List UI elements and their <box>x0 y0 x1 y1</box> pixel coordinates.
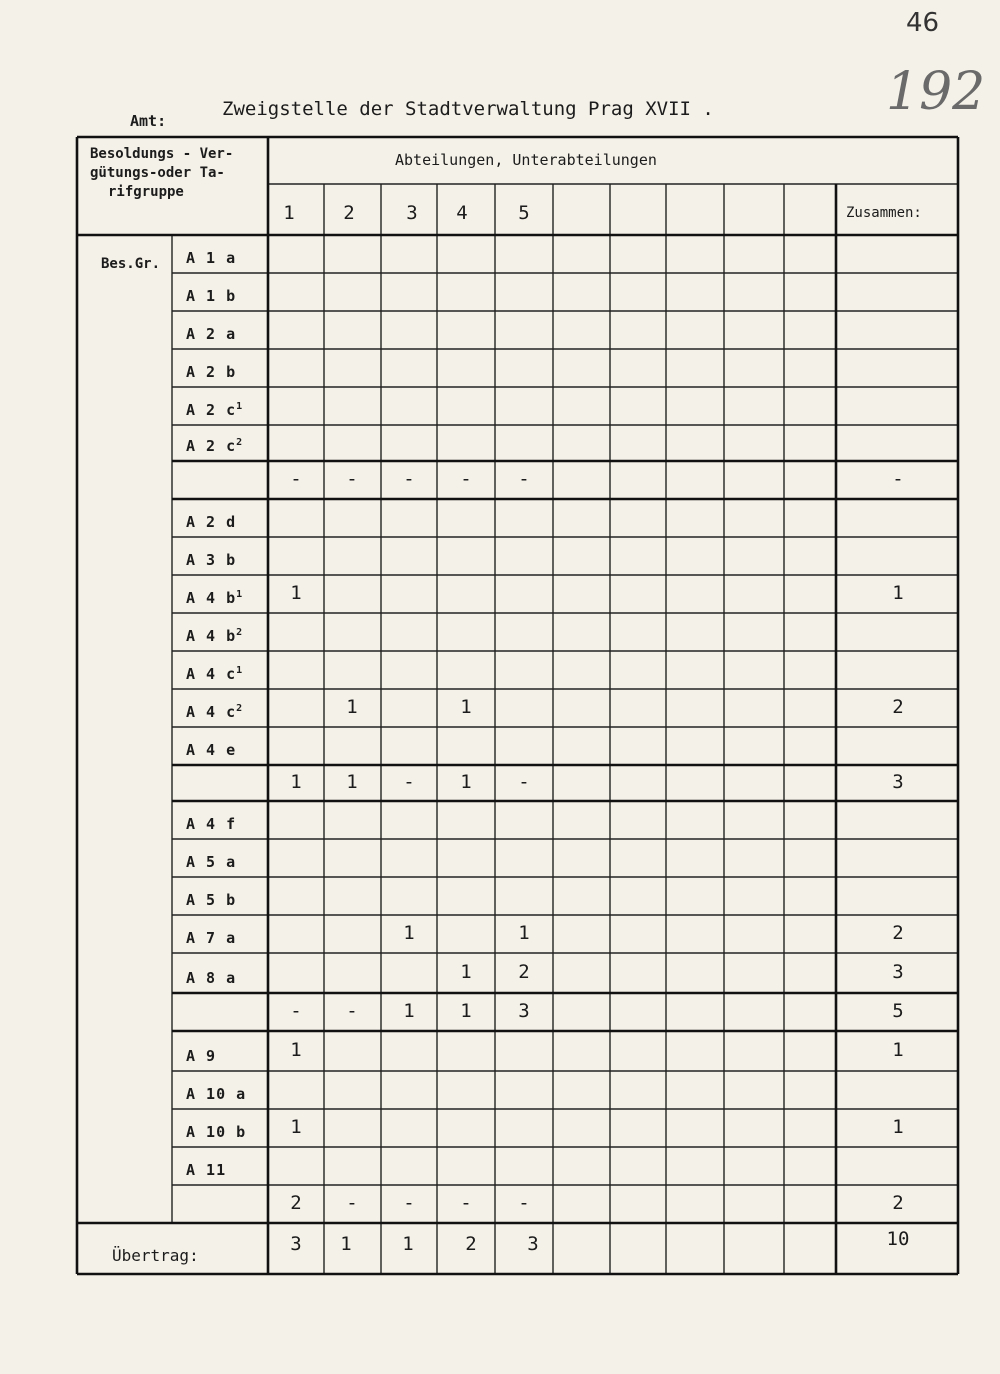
table-cell: 1 <box>460 771 472 793</box>
table-cell: 1 <box>403 922 415 944</box>
table-cell: 1 <box>518 922 530 944</box>
row-label-text: A 4 c <box>186 703 237 721</box>
table-cell: 1 <box>290 582 302 604</box>
table-cell: - <box>290 468 302 490</box>
table-cell: 1 <box>460 696 472 718</box>
row-label-superscript: 1 <box>236 589 244 600</box>
row-label-text: A 2 c <box>186 437 237 455</box>
row-label-text: A 5 a <box>186 853 237 871</box>
table-cell: - <box>518 468 530 490</box>
row-label-text: A 9 <box>186 1047 217 1065</box>
row-label <box>186 703 243 721</box>
table-cell: - <box>460 1192 472 1214</box>
table-cell: - <box>346 1000 358 1022</box>
table-cell: - <box>460 468 472 490</box>
row-label <box>186 741 236 759</box>
row-total: 3 <box>892 961 904 983</box>
row-label <box>186 1085 246 1103</box>
column-number: 3 <box>406 202 418 224</box>
row-label <box>186 1123 246 1141</box>
group-header-line: Besoldungs - Ver- <box>90 146 234 162</box>
row-label-text: A 7 a <box>186 929 237 947</box>
row-label-superscript: 1 <box>236 665 244 676</box>
row-total: 1 <box>892 1116 904 1138</box>
row-label-text: A 4 b <box>186 589 237 607</box>
total-column-header: Zusammen: <box>846 205 922 221</box>
column-number: 1 <box>283 202 295 224</box>
row-label-superscript: 2 <box>236 627 244 638</box>
row-label <box>186 363 236 381</box>
row-total: 2 <box>892 696 904 718</box>
row-label <box>186 853 236 871</box>
row-total: 2 <box>892 922 904 944</box>
group-header-line: rifgruppe <box>108 184 184 200</box>
row-total: 1 <box>892 1039 904 1061</box>
row-label-text: A 3 b <box>186 551 237 569</box>
carry-cell: 3 <box>290 1233 302 1255</box>
table-cell: 1 <box>290 771 302 793</box>
row-label <box>186 287 236 305</box>
table-cell: 3 <box>518 1000 530 1022</box>
row-label-text: A 8 a <box>186 969 237 987</box>
table-cell: - <box>518 1192 530 1214</box>
row-label-text: A 1 b <box>186 287 237 305</box>
table-cell: - <box>403 468 415 490</box>
departments-header: Abteilungen, Unterabteilungen <box>395 151 657 169</box>
row-label <box>186 627 243 645</box>
page-number: 46 <box>906 8 940 38</box>
besgr-label: Bes.Gr. <box>101 256 161 272</box>
row-label-text: A 11 <box>186 1161 227 1179</box>
table-cell: 1 <box>346 771 358 793</box>
row-label <box>186 325 236 343</box>
row-label <box>186 249 236 267</box>
row-label-text: A 10 a <box>186 1085 247 1103</box>
row-label-superscript: 1 <box>236 401 244 412</box>
row-label-text: A 2 c <box>186 401 237 419</box>
row-label <box>186 665 243 683</box>
table-cell: - <box>403 1192 415 1214</box>
folio-number: 192 <box>886 62 986 122</box>
row-total: 2 <box>892 1192 904 1214</box>
table-cell: - <box>290 1000 302 1022</box>
row-total: - <box>892 468 904 490</box>
row-label <box>186 551 236 569</box>
group-header-line: gütungs-oder Ta- <box>90 165 225 181</box>
table-cell: 1 <box>290 1116 302 1138</box>
table-cell: 1 <box>290 1039 302 1061</box>
row-label-text: A 2 d <box>186 513 237 531</box>
table-cell: 1 <box>460 961 472 983</box>
row-label <box>186 891 236 909</box>
row-total: 5 <box>892 1000 904 1022</box>
carry-cell: 2 <box>465 1233 477 1255</box>
row-label <box>186 589 243 607</box>
row-label-text: A 1 a <box>186 249 237 267</box>
row-label-text: A 2 a <box>186 325 237 343</box>
carry-total: 10 <box>886 1228 910 1250</box>
row-label <box>186 437 243 455</box>
table-cell: 2 <box>290 1192 302 1214</box>
table-cell: 1 <box>403 1000 415 1022</box>
row-label-superscript: 2 <box>236 437 244 448</box>
row-label-text: A 2 b <box>186 363 237 381</box>
table-cell: - <box>346 468 358 490</box>
row-label <box>186 513 236 531</box>
row-label <box>186 1047 216 1065</box>
table-cell: - <box>346 1192 358 1214</box>
row-label-text: A 4 c <box>186 665 237 683</box>
row-label-text: A 4 b <box>186 627 237 645</box>
carry-label: Übertrag: <box>112 1246 199 1265</box>
row-label <box>186 401 243 419</box>
row-total: 3 <box>892 771 904 793</box>
column-number: 4 <box>456 202 468 224</box>
carry-cell: 1 <box>402 1233 414 1255</box>
row-label-text: A 4 f <box>186 815 237 833</box>
column-number: 5 <box>518 202 530 224</box>
row-label <box>186 815 236 833</box>
table-cell: - <box>403 771 415 793</box>
row-label-superscript: 2 <box>236 703 244 714</box>
row-total: 1 <box>892 582 904 604</box>
office-name: Zweigstelle der Stadtverwaltung Prag XVII . <box>222 98 714 120</box>
row-label-text: A 5 b <box>186 891 237 909</box>
table-cell: - <box>518 771 530 793</box>
column-number: 2 <box>343 202 355 224</box>
carry-cell: 1 <box>340 1233 352 1255</box>
carry-cell: 3 <box>527 1233 539 1255</box>
row-label <box>186 969 236 987</box>
amt-label: Amt: <box>130 112 167 130</box>
table-cell: 2 <box>518 961 530 983</box>
row-label-text: A 4 e <box>186 741 237 759</box>
row-label <box>186 929 236 947</box>
row-label <box>186 1161 226 1179</box>
row-label-text: A 10 b <box>186 1123 247 1141</box>
table-cell: 1 <box>346 696 358 718</box>
table-cell: 1 <box>460 1000 472 1022</box>
